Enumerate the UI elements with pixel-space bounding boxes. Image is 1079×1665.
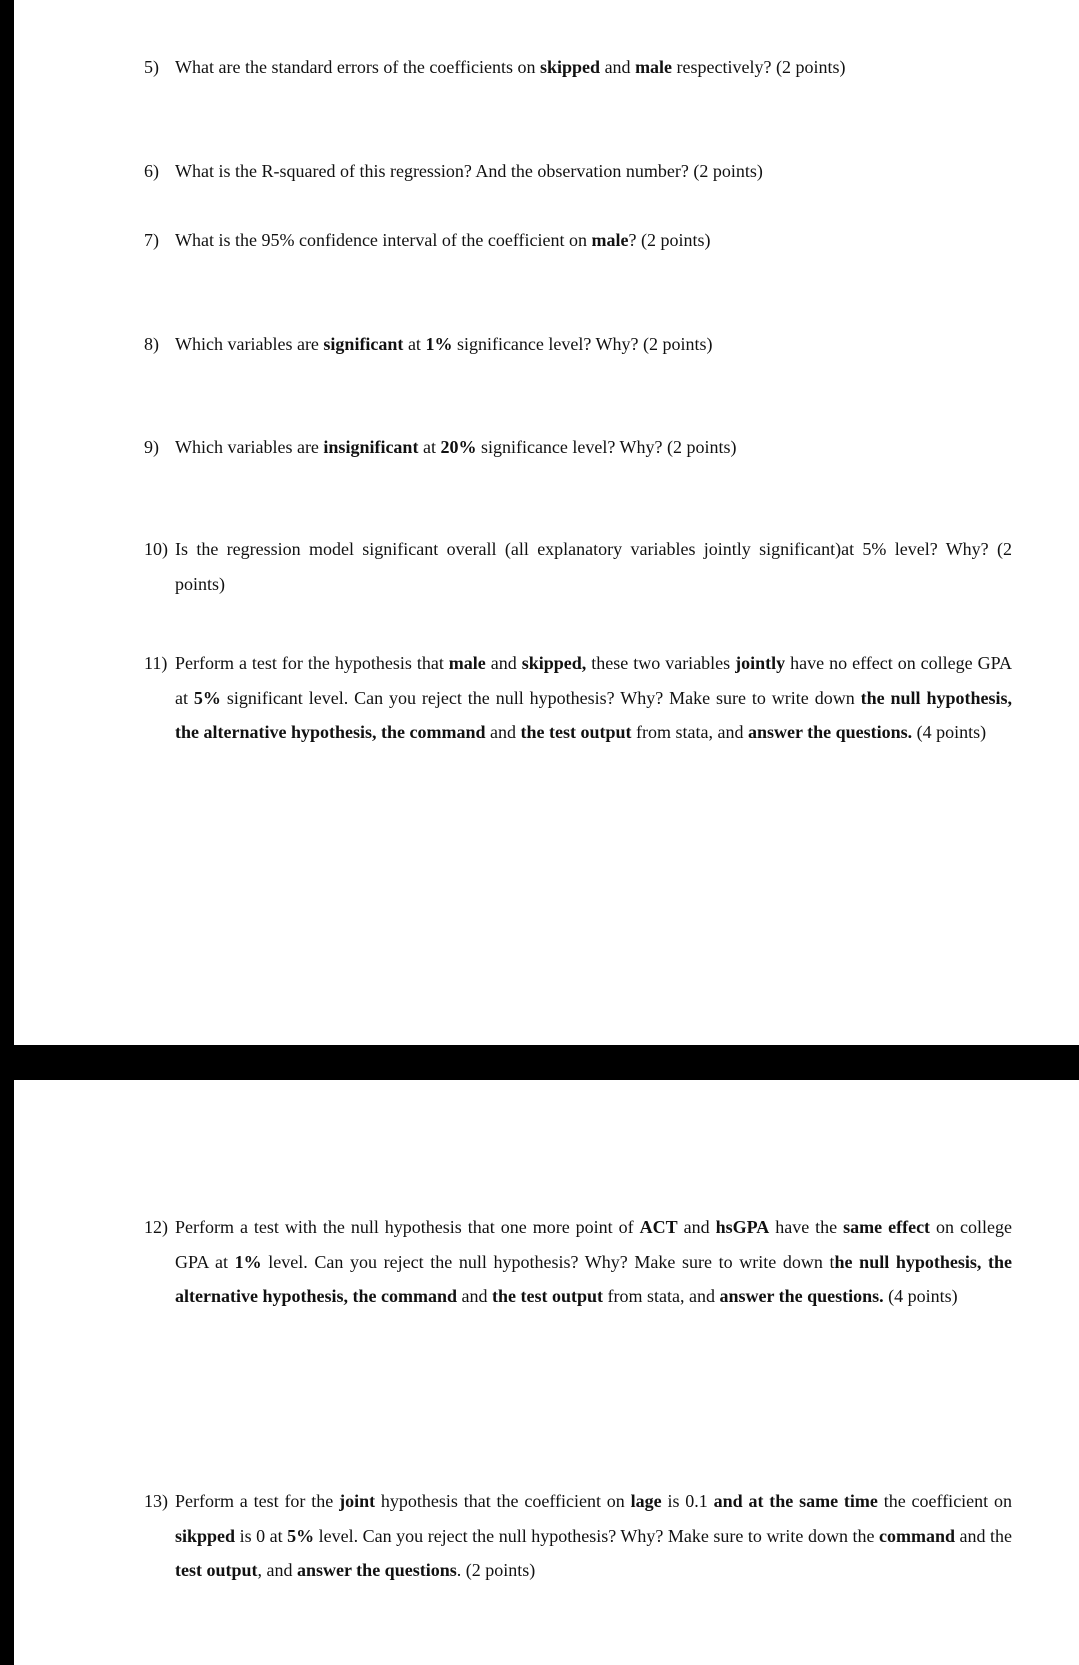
text-run: Perform a test for the	[175, 1491, 340, 1511]
text-run: is 0.1	[661, 1491, 714, 1511]
text-run: from stata, and	[603, 1286, 720, 1306]
text-run: What is the 95% confidence interval of the coefficient on	[175, 230, 592, 250]
question-10	[144, 532, 1012, 601]
bold-text-run: male	[448, 653, 486, 673]
question-text	[144, 430, 1012, 465]
question-number: 9)	[144, 437, 159, 457]
question-8	[144, 327, 1012, 362]
bold-text-run: the test output	[520, 722, 632, 742]
question-number: 12)	[144, 1217, 168, 1237]
text-run: Which variables are	[175, 437, 324, 457]
text-run: and	[677, 1217, 716, 1237]
question-number: 6)	[144, 161, 159, 181]
text-run: What is the R-squared of this regression? And the observation number? (2 points)	[175, 161, 763, 181]
bold-text-run: he null hypothesis, the alternative hypothesis, the command	[175, 1251, 1012, 1306]
question-text	[144, 646, 1012, 750]
bold-text-run: 5%	[287, 1525, 315, 1546]
bold-text-run: joint	[339, 1491, 376, 1511]
question-number: 8)	[144, 334, 159, 354]
text-run: . (2 points)	[456, 1560, 536, 1580]
text-run: have the	[769, 1217, 844, 1237]
document-page-bottom	[14, 1080, 1079, 1665]
bold-text-run: skipped,	[521, 653, 587, 673]
text-run: and	[485, 722, 521, 742]
question-text	[144, 327, 1012, 362]
text-run: respectively? (2 points)	[672, 57, 846, 77]
bold-text-run: and at the same time	[713, 1491, 878, 1511]
text-run: level. Can you reject the null hypothesis? Why? Make sure to write down t	[261, 1251, 835, 1272]
question-13	[144, 1484, 1012, 1588]
bold-text-run: answer the questions.	[719, 1286, 884, 1306]
bold-text-run: sikpped	[175, 1525, 236, 1546]
text-run: What are the standard errors of the coefficients on	[175, 57, 541, 77]
text-run: and	[457, 1286, 492, 1306]
text-run: hypothesis that the coefficient on	[375, 1491, 631, 1511]
text-run: these two variables	[586, 653, 736, 673]
text-run: on college GPA at	[175, 1217, 1012, 1272]
text-run: at	[403, 334, 426, 354]
text-run: Perform a test for the hypothesis that	[175, 653, 449, 673]
bold-text-run: answer the questions.	[747, 722, 913, 742]
text-run: at	[418, 437, 441, 457]
question-number: 13)	[144, 1491, 168, 1511]
question-6	[144, 154, 1012, 189]
bold-text-run: 1%	[425, 334, 453, 354]
text-run: and	[600, 57, 636, 77]
question-number: 11)	[144, 653, 168, 673]
question-text	[144, 223, 1012, 258]
text-run: have no effect on college GPA at	[175, 653, 1012, 708]
question-text	[144, 532, 1012, 601]
bold-text-run: test output	[175, 1560, 258, 1580]
question-12	[144, 1210, 1012, 1314]
question-number: 10)	[144, 539, 168, 559]
text-run: (4 points)	[912, 722, 987, 742]
text-run: level. Can you reject the null hypothesis? Why? Make sure to write down the	[314, 1525, 879, 1546]
bold-text-run: command	[878, 1525, 955, 1546]
bold-text-run: the test output	[492, 1286, 603, 1306]
text-run: significance level? Why? (2 points)	[452, 334, 713, 354]
bold-text-run: male	[635, 57, 673, 77]
text-run: significant level. Can you reject the null hypothesis? Why? Make sure to write down	[220, 687, 861, 708]
question-5	[144, 50, 1012, 85]
question-11	[144, 646, 1012, 750]
question-7	[144, 223, 1012, 258]
question-9	[144, 430, 1012, 465]
bold-text-run: significant	[323, 334, 404, 354]
text-run: and the	[954, 1525, 1013, 1546]
text-run: and	[485, 653, 522, 673]
bold-text-run: skipped	[540, 57, 601, 77]
question-text	[144, 154, 1012, 189]
bold-text-run: male	[591, 230, 629, 250]
text-run: from stata, and	[631, 722, 748, 742]
bold-text-run: 1%	[234, 1251, 262, 1272]
text-run: , and	[257, 1560, 298, 1580]
question-text	[144, 50, 1012, 85]
bold-text-run: lage	[630, 1491, 662, 1511]
bold-text-run: answer the questions	[297, 1560, 457, 1580]
document-page-top	[14, 0, 1079, 1045]
question-number: 7)	[144, 230, 159, 250]
text-run: significance level? Why? (2 points)	[476, 437, 737, 457]
bold-text-run: jointly	[735, 653, 786, 673]
text-run: Which variables are	[175, 334, 324, 354]
bold-text-run: the null hypothesis, the alternative hypothesis, the command	[175, 687, 1012, 742]
text-run: is 0 at	[235, 1525, 288, 1546]
bold-text-run: insignificant	[323, 437, 419, 457]
text-run: the coefficient on	[877, 1491, 1012, 1511]
text-run: Perform a test with the null hypothesis that one more point of	[175, 1217, 640, 1237]
question-number: 5)	[144, 57, 159, 77]
bold-text-run: ACT	[639, 1217, 678, 1237]
bold-text-run: hsGPA	[715, 1217, 770, 1237]
question-text	[144, 1484, 1012, 1588]
text-run: Is the regression model significant overall (all explanatory variables jointly significant)at 5% level? Why? (2 points)	[175, 539, 1012, 594]
question-text	[144, 1210, 1012, 1314]
bold-text-run: 5%	[193, 687, 221, 708]
bold-text-run: same effect	[843, 1217, 931, 1237]
text-run: (4 points)	[883, 1286, 958, 1306]
bold-text-run: 20%	[440, 437, 477, 457]
text-run: ? (2 points)	[628, 230, 711, 250]
